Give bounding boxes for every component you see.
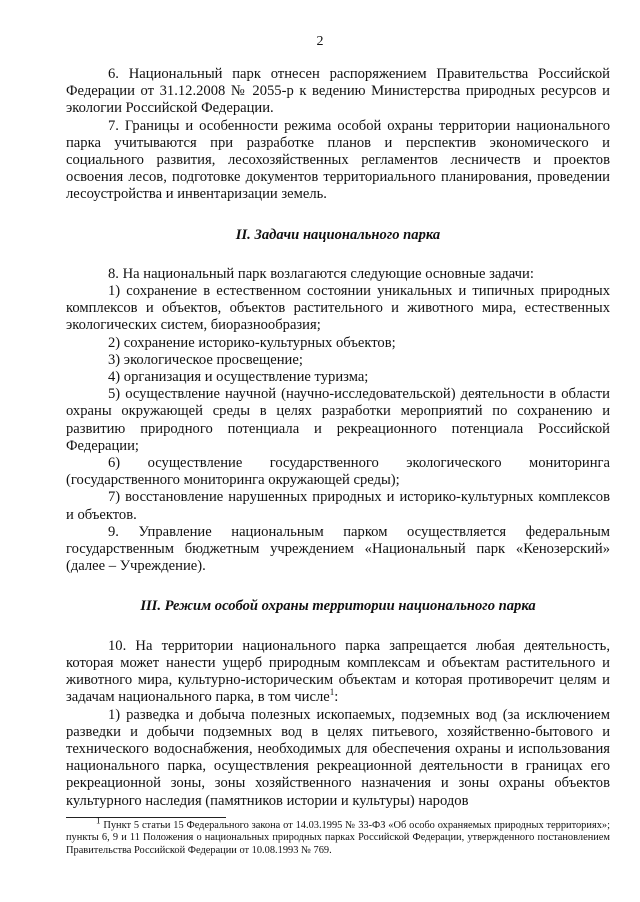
task-item-6: 6) осуществление государственного экологического мониторинга (государственного мониторинга окружающей среды); (66, 455, 610, 489)
paragraph-10 (66, 638, 610, 707)
task-item-7: 7) восстановление нарушенных природных и историко-культурных комплексов и объектов. (66, 489, 610, 523)
paragraph-7: 7. Границы и особенности режима особой охраны территории национального парка учитываются при разработке планов и перспектив экономического и социального развития, лесохозяйственных регламентов лесничеств и проектов освоения лесов, подготовке документов территориального планирования, проведении лесоустройства и инвентаризации земель. (66, 117, 610, 203)
paragraph-10-end: : (334, 689, 339, 706)
footnote-marker: 1 (96, 815, 101, 826)
task-item-4: 4) организация и осуществление туризма; (108, 369, 369, 386)
footnote-ref[interactable]: 1 (329, 687, 335, 698)
footnote (66, 815, 610, 857)
task-item-1: 1) сохранение в естественном состоянии уникальных и типичных природных комплексов и объектов, объектов растительного и животного мира, естественных экологических систем, биоразнообразия; (66, 283, 610, 334)
paragraph-10-text: 10. На территории национального парка запрещается любая деятельность, которая может нанести ущерб природным комплексам и объектам растительного и животного мира, культурно-историческим объектам и которая противоречит целям и задачам национального парка, в том числе (66, 637, 610, 706)
footnote-body: Пункт 5 статьи 15 Федерального закона от 14.03.1995 № 33-ФЗ «Об особо охраняемых природных территориях»; пункты 6, 9 и 11 Положения о национальных природных парках Российской Федерации, утвержденного постановлением Правительства Российской Федерации от 10.08.1993 № 769. (66, 820, 610, 856)
document-body (66, 66, 610, 810)
section-2-heading: II. Задачи национального парка (235, 226, 441, 243)
task-item-3: 3) экологическое просвещение; (108, 351, 303, 368)
task-item-2: 2) сохранение историко-культурных объектов; (108, 334, 396, 351)
prohibition-item-1: 1) разведка и добыча полезных ископаемых, подземных вод (за исключением разведки и добычи подземных вод в целях питьевого, хозяйственно-бытового и технического водоснабжения, необходимых для обеспечения охраны и использования национального парка, осуществления рекреационной деятельности в границах его рекреационной зоны, зоны хозяйственного назначения и зоны охраны объектов культурного наследия (памятников истории и культуры) народов (66, 706, 610, 809)
paragraph-6: 6. Национальный парк отнесен распоряжением Правительства Российской Федерации от 31.12.2008 № 2055-р к ведению Министерства природных ресурсов и экологии Российской Федерации. (66, 66, 610, 117)
footnote-separator (66, 817, 226, 818)
page-number: 2 (316, 34, 324, 49)
paragraph-9: 9. Управление национальным парком осуществляется федеральным государственным бюджетным учреждением «Национальный парк «Кенозерский» (далее – Учреждение). (66, 523, 610, 575)
task-item-5: 5) осуществление научной (научно-исследовательской) деятельности в области охраны окружающей среды в целях разработки мероприятий по сохранению и развитию природного потенциала и рекреационного потенциала Российской Федерации; (66, 386, 610, 454)
paragraph-8-intro: 8. На национальный парк возлагаются следующие основные задачи: (108, 265, 534, 282)
footnote-text (66, 815, 610, 857)
section-3-heading: III. Режим особой охраны территории национального парка (140, 598, 536, 615)
